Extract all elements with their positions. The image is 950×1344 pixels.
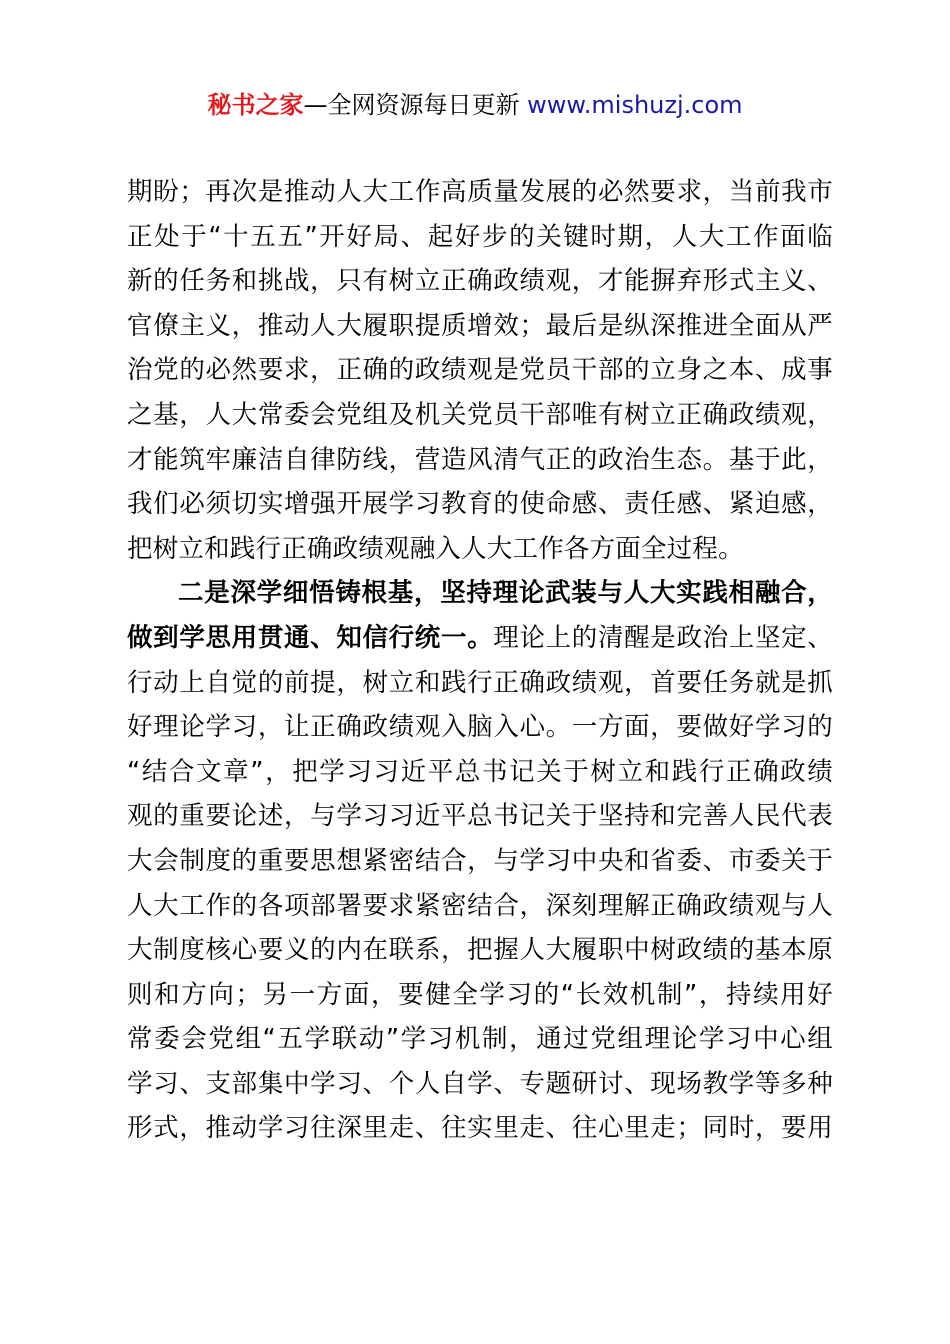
paragraph-line: 学习、支部集中学习、个人自学、专题研讨、现场教学等多种 xyxy=(127,1068,833,1099)
paragraph-line: 则和方向；另一方面，要健全学习的“长效机制”，持续用好 xyxy=(127,979,833,1010)
paragraph-line: 大会制度的重要思想紧密结合，与学习中央和省委、市委关于 xyxy=(127,845,833,876)
paragraph-line: 才能筑牢廉洁自律防线，营造风清气正的政治生态。基于此， xyxy=(127,444,833,475)
paragraph-line: 把树立和践行正确政绩观融入人大工作各方面全过程。 xyxy=(127,533,744,564)
body-text xyxy=(127,170,833,1151)
paragraph-line: 好理论学习，让正确政绩观入脑入心。一方面，要做好学习的 xyxy=(127,712,833,743)
paragraph-line: 新的任务和挑战，只有树立正确政绩观，才能摒弃形式主义、 xyxy=(127,266,833,297)
paragraph-line: 正处于“十五五”开好局、起好步的关键时期，人大工作面临 xyxy=(127,221,833,252)
paragraph-line: 期盼；再次是推动人大工作高质量发展的必然要求，当前我市 xyxy=(127,177,833,207)
paragraph-line: 官僚主义，推动人大履职提质增效；最后是纵深推进全面从严 xyxy=(127,310,833,341)
section-heading-continuation xyxy=(127,616,833,661)
site-tagline: —全网资源每日更新 xyxy=(303,91,520,119)
paragraph-line: 人大工作的各项部署要求紧密结合，深刻理解正确政绩观与人 xyxy=(127,890,833,921)
paragraph-line: 我们必须切实增强开展学习教育的使命感、责任感、紧迫感， xyxy=(127,489,833,520)
site-brand: 秘书之家 xyxy=(207,91,304,119)
paragraph-line: 之基，人大常委会党组及机关党员干部唯有树立正确政绩观， xyxy=(127,399,833,430)
site-header xyxy=(0,88,950,122)
paragraph-line: 观的重要论述，与学习习近平总书记关于坚持和完善人民代表 xyxy=(127,801,833,832)
paragraph-line: 大制度核心要义的内在联系，把握人大履职中树政绩的基本原 xyxy=(127,935,833,966)
section-heading-end: 做到学思用贯通、知信行统一。 xyxy=(127,622,494,653)
paragraph-line: “结合文章”，把学习习近平总书记关于树立和践行正确政绩 xyxy=(127,756,833,787)
paragraph-line: 形式，推动学习往深里走、往实里走、往心里走；同时，要用 xyxy=(127,1113,833,1144)
paragraph-line: 常委会党组“五学联动”学习机制，通过党组理论学习中心组 xyxy=(127,1024,833,1055)
paragraph-text: 理论上的清醒是政治上坚定、 xyxy=(493,622,833,653)
paragraph-line: 治党的必然要求，正确的政绩观是党员干部的立身之本、成事 xyxy=(127,355,833,386)
section-heading: 二是深学细悟铸根基，坚持理论武装与人大实践相融合， xyxy=(178,578,833,609)
paragraph-line: 行动上自觉的前提，树立和践行正确政绩观，首要任务就是抓 xyxy=(127,667,833,698)
site-url-link[interactable]: www.mishuzj.com xyxy=(527,91,743,119)
